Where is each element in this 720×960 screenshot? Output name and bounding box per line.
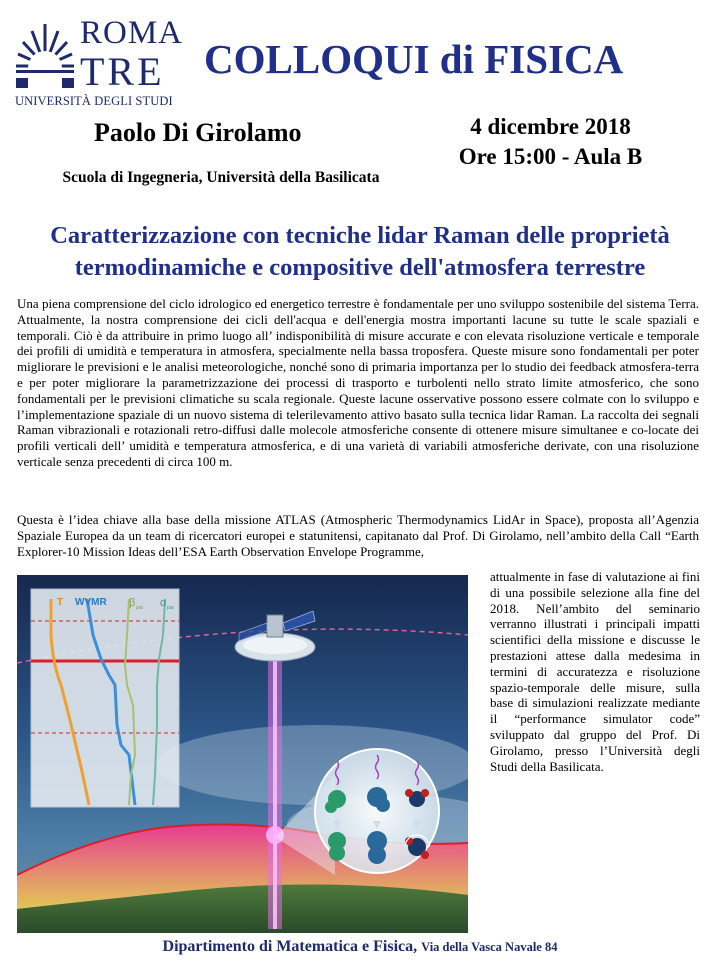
event-date: 4 dicembre 2018	[470, 114, 631, 139]
logo-text-tre: TRE	[80, 49, 165, 94]
label-t: T	[57, 597, 64, 608]
footer-address: Via della Vasca Navale 84	[421, 940, 558, 954]
abstract-paragraph-3: attualmente in fase di valutazione ai fini di una possibile selezione alla fine del 2018. Nell’ambito del seminario verranno illustrati i principali impatti scientifici della missione e discusse le prestazioni attese dalla medesima in termini di accuratezza e risoluzione spazio-temporale delle misure, sulla base di simulazioni realizzate mediante il “performance simulator code” sviluppato dal gruppo del Prof. Di Girolamo, presso l’Università degli Studi della Basilicata.	[490, 569, 700, 774]
series-title: COLLOQUI di FISICA	[204, 36, 624, 82]
logo-text-university: UNIVERSITÀ DEGLI STUDI	[15, 94, 173, 108]
university-logo	[14, 16, 186, 112]
speaker-name: Paolo Di Girolamo	[94, 118, 302, 147]
abstract-paragraph-2: Questa è l’idea chiave alla base della missione ATLAS (Atmospheric Thermodynamics LidAr in Space), proposta all’Agenzia Spaziale Europea da un team di ricercatori europei e statunitensi, capitanato dal Prof. Di Girolamo, nell’ambito della Call “Earth Explorer-10 Mission Ideas dell’ESA Earth Observation Envelope Programme,	[17, 512, 699, 559]
label-alpha-sub: par	[167, 605, 175, 611]
atlas-lidar-illustration	[17, 575, 468, 933]
footer	[0, 937, 720, 957]
label-beta-sub: par	[136, 605, 144, 611]
label-beta: β	[129, 597, 136, 609]
logo-text-roma: ROMA	[80, 15, 184, 51]
arch-emblem-icon	[14, 18, 76, 88]
footer-department: Dipartimento di Matematica e Fisica,	[162, 938, 418, 955]
abstract-paragraph-1: Una piena comprensione del ciclo idrologico ed energetico terrestre è fondamentale per uno sviluppo sostenibile del sistema Terra. Attualmente, la nostra comprensione dei cicli dell'acqua e dell'energia mostra importanti lacune su tutte le scale spaziali e temporali. Ciò è da attribuire in primo luogo all’ indisponibilità di misure accurate e con elevata risoluzione verticale e temporale dei profili di umidità e temperatura in atmosfera, specialmente nella bassa troposfera. Queste misure sono fondamentali per poter migliorare le previsioni e le analisi meteorologiche, nonché sono di primaria importanza per lo studio dei feedback atmosfera-terra e per poter migliorare la parametrizzazione dei processi di trasporto e turbolenti nello strato limite atmosferico, che sono fondamentali per le previsioni climatiche su scala regionale. Queste lacune osservative possono essere colmate con lo sviluppo e l’implementazione spaziale di un nuovo sistema di telerilevamento attivo basato sulla tecnica lidar Raman. La raccolta dei segnali Raman vibrazionali e rotazionali retro-diffusi dalle molecole atmosferiche consente di ottenere misure simultanee e co-locate dei profili verticali dell’ umidità e temperatura atmosferica, e di una varietà di variabili atmosferiche derivate, con una risoluzione verticale senza precedenti di circa 100 m.	[17, 296, 699, 469]
speaker-affiliation: Scuola di Ingegneria, Università della Basilicata	[62, 169, 380, 186]
event-time-room: Ore 15:00 - Aula B	[458, 144, 643, 169]
illustration-graphic	[17, 575, 468, 933]
label-alpha: α	[160, 597, 167, 609]
profile-panel	[31, 589, 179, 807]
talk-title: Caratterizzazione con tecniche lidar Raman delle proprietà termodinamiche e compositive dell'atmosfera terrestre	[50, 222, 670, 281]
label-wvmr: WVMR	[75, 597, 107, 608]
